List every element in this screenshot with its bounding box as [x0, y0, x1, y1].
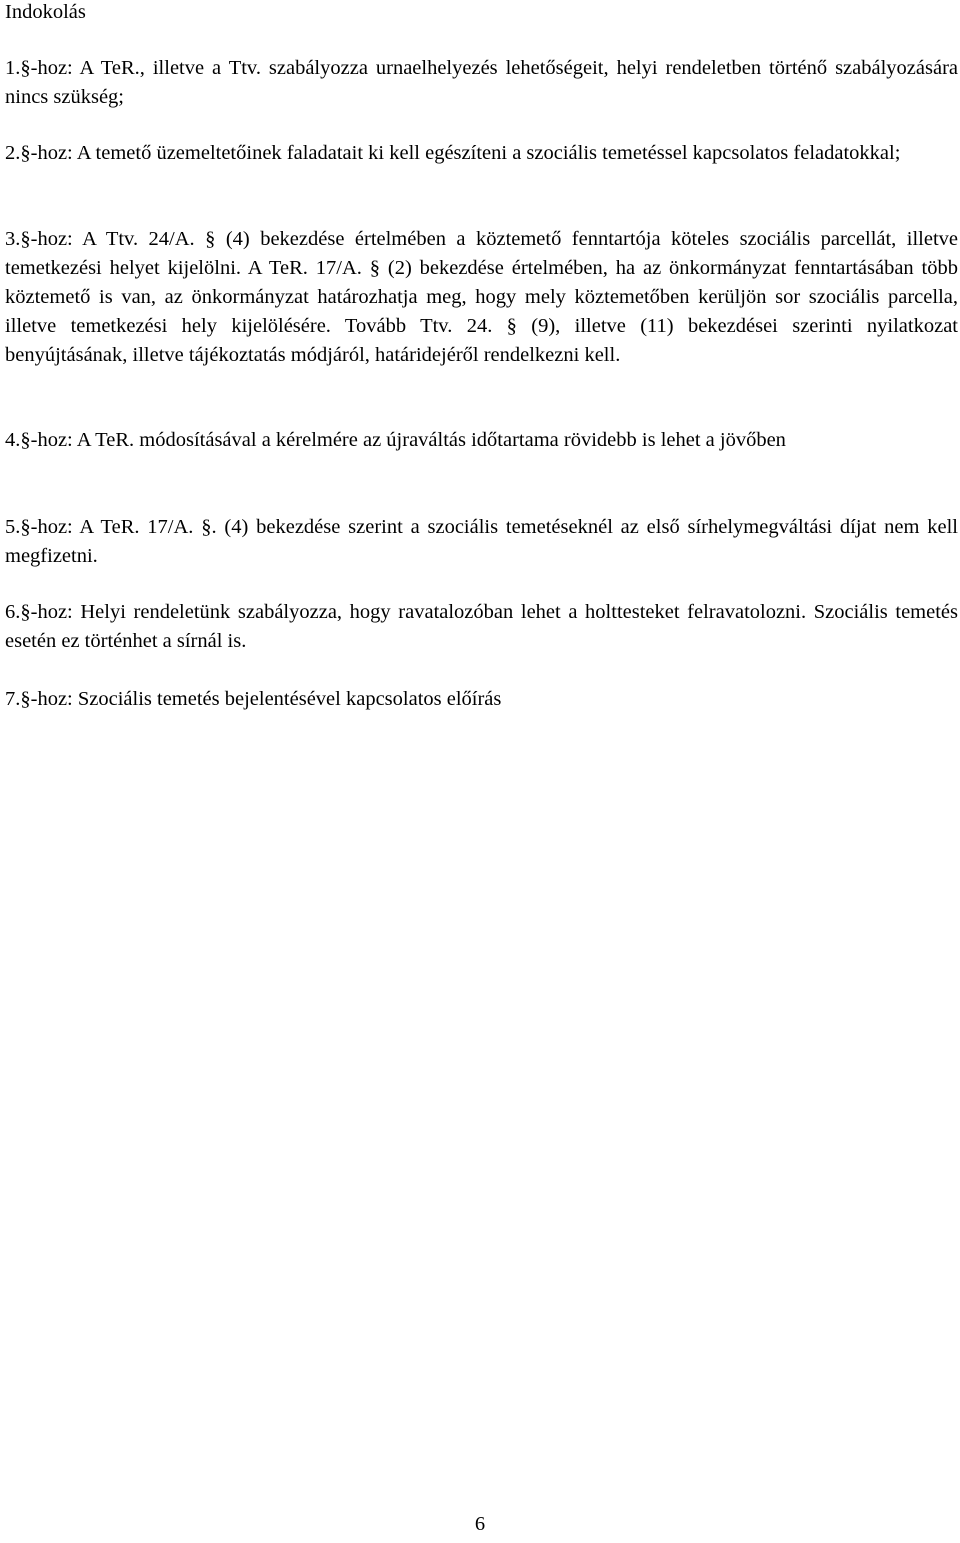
- paragraph-5: 5.§-hoz: A TeR. 17/A. §. (4) bekezdése szerint a szociális temetéseknél az első sírhelymegváltási díjat nem kell megfizetni.: [5, 516, 958, 567]
- paragraph-4: 4.§-hoz: A TeR. módosításával a kérelmére az újraváltás időtartama rövidebb is lehet a jövőben: [5, 429, 786, 451]
- paragraph-2: 2.§-hoz: A temető üzemeltetőinek faladatait ki kell egészíteni a szociális temetéssel kapcsolatos feladatokkal;: [5, 142, 901, 164]
- paragraph-7: 7.§-hoz: Szociális temetés bejelentésével kapcsolatos előírás: [5, 688, 502, 710]
- document-heading: Indokolás: [5, 1, 86, 23]
- paragraph-1: 1.§-hoz: A TeR., illetve a Ttv. szabályozza urnaelhelyezés lehetőségeit, helyi rendeletben történő szabályozására nincs szükség;: [5, 57, 958, 108]
- page-number: 6: [474, 1513, 486, 1535]
- paragraph-6: 6.§-hoz: Helyi rendeletünk szabályozza, hogy ravatalozóban lehet a holttesteket felravatolozni. Szociális temetés esetén ez történhet a sírnál is.: [5, 601, 958, 652]
- paragraph-3: 3.§-hoz: A Ttv. 24/A. § (4) bekezdése értelmében a köztemető fenntartója köteles szociális parcellát, illetve temetkezési helyet kijelölni. A TeR. 17/A. § (2) bekezdése értelmében, ha az önkormányzat fenntartásában több köztemető is van, az önkormányzat határozhatja meg, hogy mely köztemetőben kerüljön sor szociális parcella, illetve temetkezési hely kijelölésére. Tovább Ttv. 24. § (9), illetve (11) bekezdései szerinti nyilatkozat benyújtásának, illetve tájékoztatás módjáról, határidejéről rendelkezni kell.: [5, 228, 958, 366]
